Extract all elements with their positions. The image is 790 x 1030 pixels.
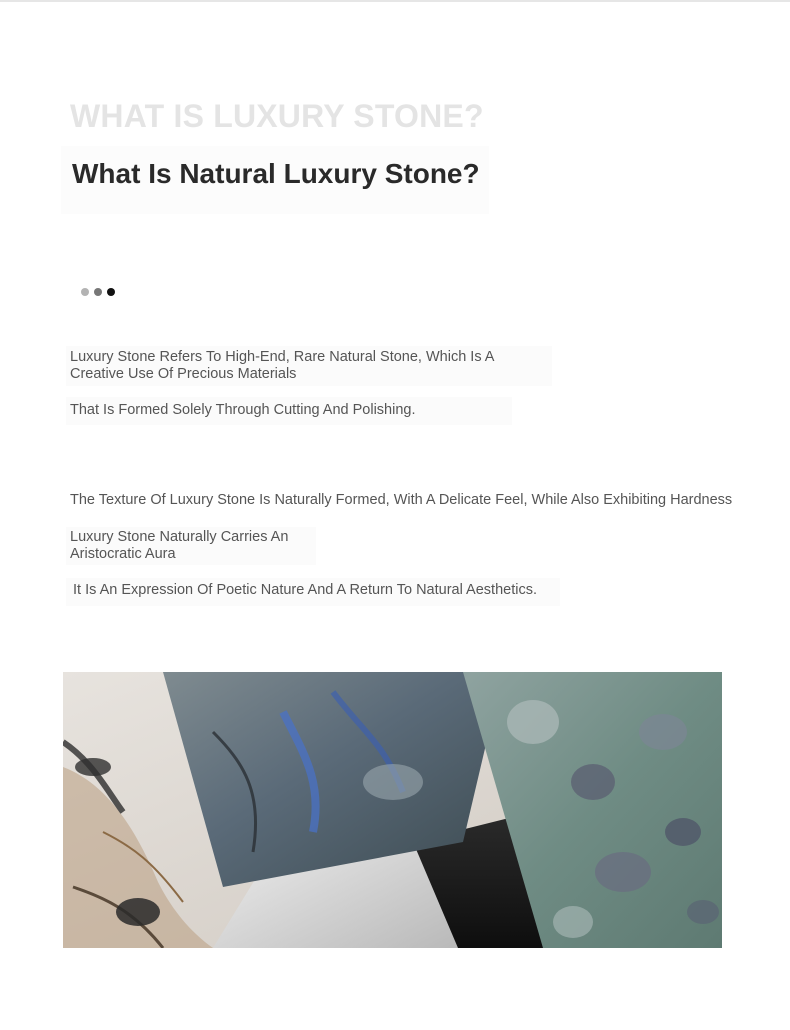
- luxury-stone-slabs-image: [63, 672, 722, 948]
- carousel-dot-2[interactable]: [94, 288, 102, 296]
- top-divider: [0, 0, 790, 2]
- page-title: What Is Natural Luxury Stone?: [72, 158, 480, 189]
- section-watermark-title: WHAT IS LUXURY STONE?: [70, 98, 484, 134]
- intro-paragraph: Luxury Stone Refers To High-End, Rare Natural Stone, Which Is A Creative Use Of Precious Materials: [70, 349, 494, 382]
- texture-paragraph: The Texture Of Luxury Stone Is Naturally Formed, With A Delicate Feel, While Also Exhibiting Hardness: [70, 492, 733, 508]
- cutting-paragraph: That Is Formed Solely Through Cutting And Polishing.: [70, 402, 416, 418]
- aesthetics-paragraph: It Is An Expression Of Poetic Nature And A Return To Natural Aesthetics.: [73, 582, 537, 598]
- carousel-dot-3[interactable]: [107, 288, 115, 296]
- aura-paragraph: Luxury Stone Naturally Carries An Aristocratic Aura: [70, 529, 289, 562]
- carousel-indicator: [81, 288, 115, 296]
- carousel-dot-1[interactable]: [81, 288, 89, 296]
